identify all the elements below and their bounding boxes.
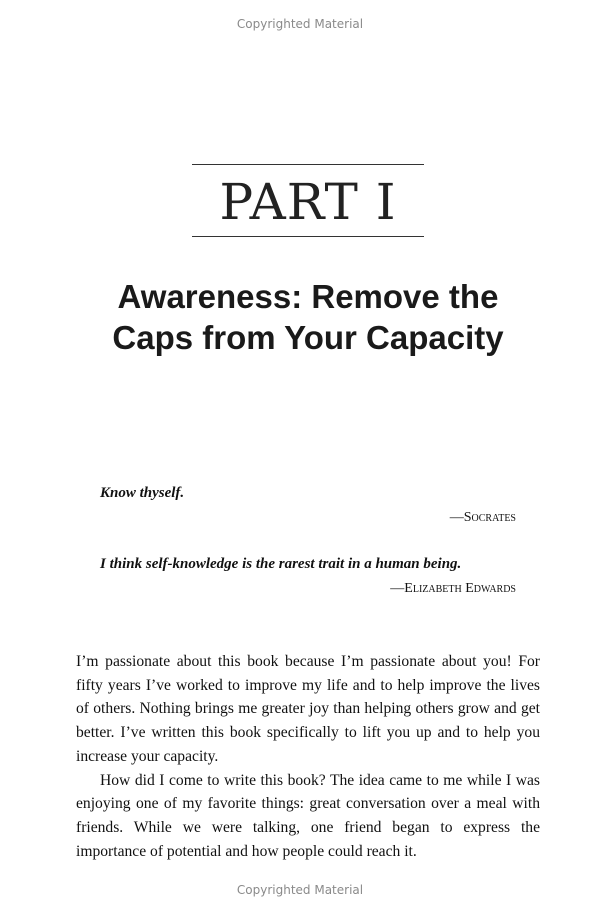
epigraph-quote-2: I think self-knowledge is the rarest trait in a human being. xyxy=(100,556,462,572)
epigraph-quote-1: Know thyself. xyxy=(100,485,185,501)
epigraph-attribution-1: —Socrates xyxy=(449,510,516,525)
body-paragraph-1: I’m passionate about this book because I’m passionate about you! For fifty years I’ve worked to improve my life and to help improve the lives of others. Nothing brings me greater joy than helping others grow and get better. I’ve written this book specifically to lift you up and to help you increase your capacity. xyxy=(76,653,540,765)
title-rule-top xyxy=(192,164,424,165)
chapter-title xyxy=(0,276,600,358)
body-paragraph-2: How did I come to write this book? The idea came to me while I was enjoying one of my favorite things: great conversation over a meal with friends. While we were talking, one friend began to express the importance of potential and how people could reach it. xyxy=(76,771,540,860)
copyright-watermark-top: Copyrighted Material xyxy=(236,17,364,31)
title-rule-bottom xyxy=(192,236,424,237)
copyright-watermark-bottom: Copyrighted Material xyxy=(236,883,364,897)
chapter-title-line-1: Awareness: Remove the xyxy=(117,278,499,315)
epigraph-attribution-2: —Elizabeth Edwards xyxy=(390,581,516,596)
part-title: PART I xyxy=(219,173,397,231)
chapter-title-line-2: Caps from Your Capacity xyxy=(112,319,504,356)
body-text xyxy=(76,650,540,863)
